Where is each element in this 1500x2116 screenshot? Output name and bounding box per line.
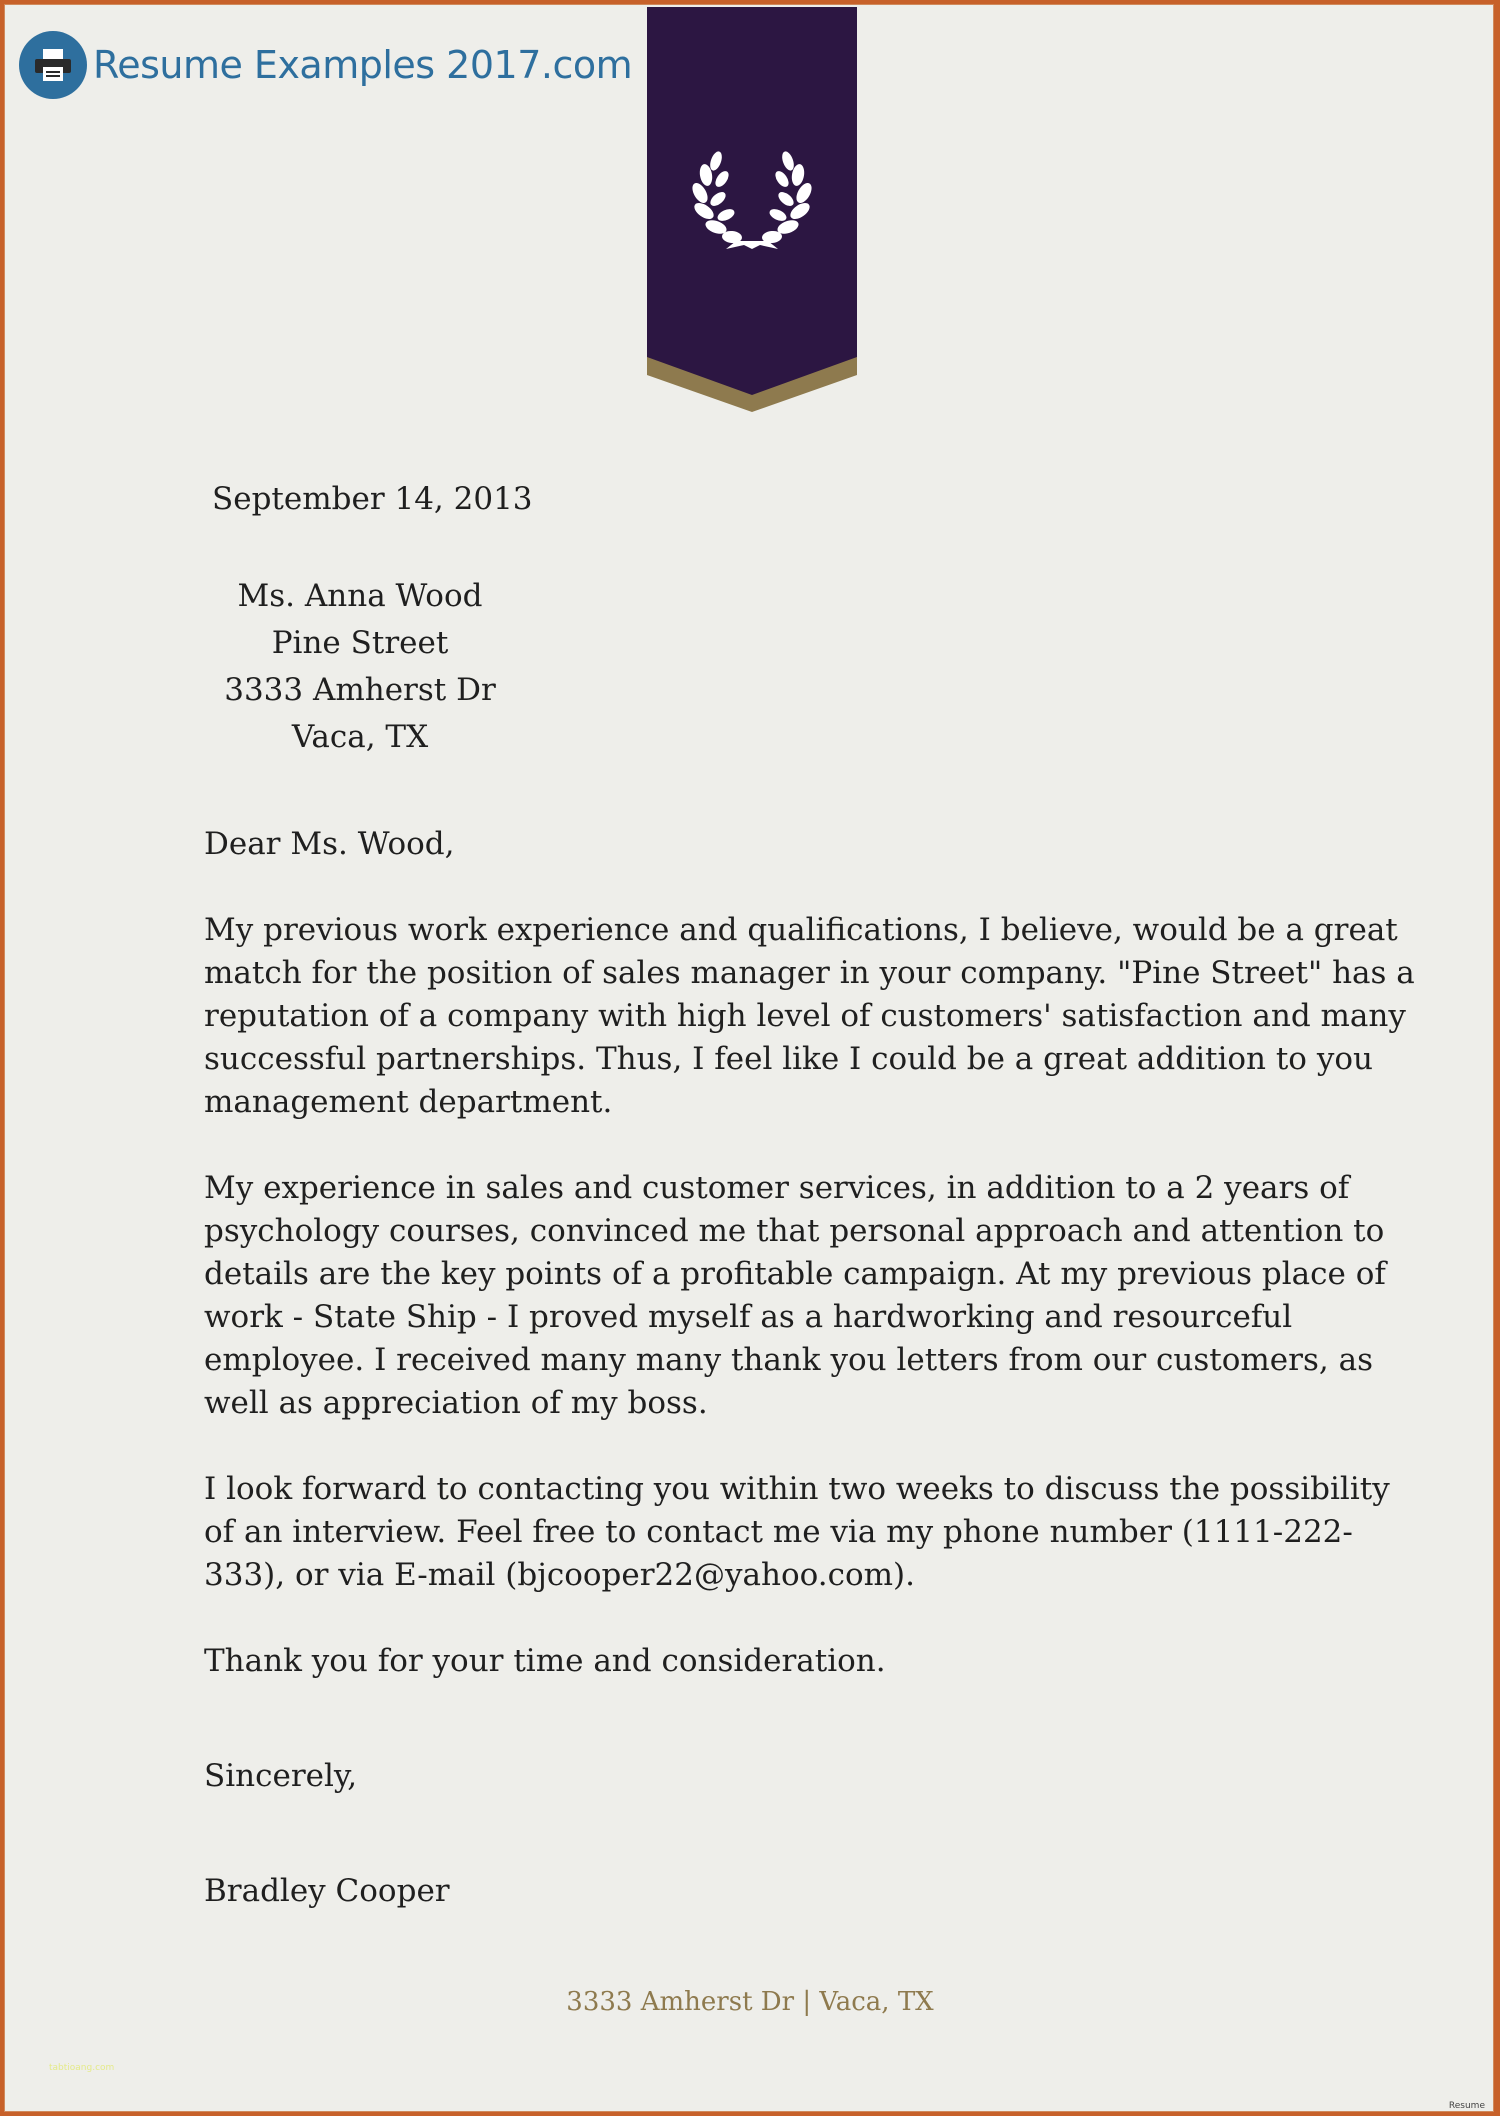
letter-body (204, 823, 1424, 1913)
closing-line: Thank you for your time and consideration. (204, 1643, 886, 1679)
corner-label: Resume (1448, 2101, 1485, 2111)
corner-watermark-text: tabtioang.com (49, 2063, 115, 2073)
watermark (19, 31, 632, 99)
recipient-street: 3333 Amherst Dr (224, 672, 496, 708)
paragraph: My experience in sales and customer services, in addition to a 2 years of psychology courses, convinced me that personal approach and attention to details are the key points of a profitable campaign. At my previous place of work - State Ship - I proved myself as a hardworking and resourceful employee. I received many many thank you letters from our customers, as well as appreciation of my boss. (204, 1170, 1386, 1421)
salutation: Dear Ms. Wood, (204, 826, 455, 862)
recipient-address (205, 573, 515, 761)
paragraph: I look forward to contacting you within two weeks to discuss the possibility of an interview. Feel free to contact me via my phone number (1111-222-333), or via E-mail (bjcooper22@yahoo.com). (204, 1471, 1390, 1593)
recipient-company: Pine Street (271, 625, 449, 661)
signature-name: Bradley Cooper (204, 1873, 450, 1909)
recipient-name: Ms. Anna Wood (237, 578, 483, 614)
letter-page (4, 4, 1494, 2112)
sign-off: Sincerely, (204, 1758, 358, 1794)
watermark-site-name: Resume Examples 2017.com (93, 43, 633, 87)
printer-icon (19, 31, 87, 99)
footer-address: 3333 Amherst Dr | Vaca, TX (566, 1987, 934, 2017)
recipient-city: Vaca, TX (291, 719, 429, 755)
ribbon-banner (647, 7, 857, 423)
paragraph: My previous work experience and qualifications, I believe, would be a great match for the position of sales manager in your company. "Pine Street" has a reputation of a company with high level of customers' satisfaction and many successful partnerships. Thus, I feel like I could be a great addition to you management department. (204, 912, 1415, 1120)
letter-date: September 14, 2013 (212, 481, 533, 517)
